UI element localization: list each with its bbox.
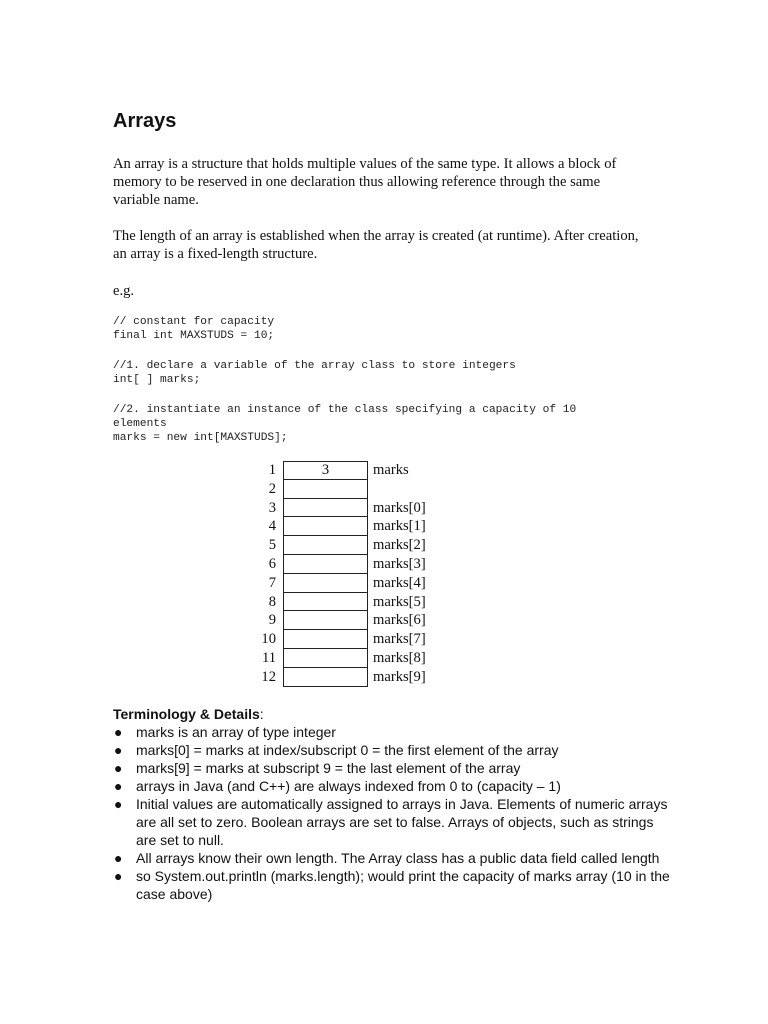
diagram-row-number: 1 [268,462,276,478]
diagram-cell-label: marks[6] [373,612,426,629]
diagram-memory-cell [283,649,368,668]
diagram-cell-label: marks[0] [373,499,426,516]
diagram-cell-label: marks[4] [373,574,426,591]
diagram-row-number: 8 [268,593,276,610]
terminology-heading-text: Terminology & Details [113,706,260,722]
diagram-row-number: 3 [268,499,276,516]
diagram-cell-label: marks[5] [373,593,426,610]
diagram-memory-cell [283,593,368,612]
code-block-constant: // constant for capacity final int MAXSTUDS = 10; [113,316,275,342]
diagram-cell-label: marks[9] [373,668,426,685]
diagram-row-number: 11 [261,650,276,666]
terminology-list-item [113,867,673,903]
terminology-heading-colon: : [259,706,264,722]
diagram-row-number: 4 [268,518,276,535]
terminology-item-text: marks is an array of type integer [136,724,336,740]
terminology-list-item [113,849,673,867]
terminology-item-text: Initial values are automatically assigned to arrays in Java. Elements of numeric arrays are all set to zero. Boolean arrays are set to false. Arrays of objects, such as strings are set to null. [136,796,668,848]
bullet-icon: ● [114,760,123,776]
diagram-row-number: 7 [268,574,276,591]
diagram-memory-cell [283,574,368,593]
terminology-list-item [113,795,673,849]
array-memory-diagram [250,461,450,691]
diagram-row-number: 2 [268,480,276,497]
terminology-heading [113,705,673,723]
bullet-icon: ● [114,724,123,740]
diagram-row-number: 5 [268,537,276,554]
bullet-icon: ● [114,868,123,884]
terminology-item-text: marks[0] = marks at index/subscript 0 = the first element of the array [136,742,559,758]
bullet-icon: ● [114,778,123,794]
diagram-memory-cell [283,536,368,555]
diagram-memory-cell [283,555,368,574]
length-paragraph: The length of an array is established when the array is created (at runtime). After creation, an array is a fixed-length structure. [113,228,639,262]
diagram-memory-cell [283,517,368,536]
terminology-item-text: so System.out.println (marks.length); would print the capacity of marks array (10 in the case above) [136,868,670,902]
diagram-cell-label: marks[7] [373,631,426,648]
diagram-memory-cell [283,480,368,499]
terminology-section [113,705,673,903]
diagram-memory-cell [283,499,368,518]
diagram-cell-label: marks[8] [373,650,426,666]
terminology-item-text: marks[9] = marks at subscript 9 = the last element of the array [136,760,521,776]
diagram-cell-label: marks[3] [373,556,426,572]
terminology-list-item [113,777,673,795]
diagram-cell-label: marks[1] [373,518,426,535]
terminology-list-item [113,741,673,759]
terminology-list-item [113,759,673,777]
diagram-memory-cell [283,611,368,630]
intro-paragraph: An array is a structure that holds multiple values of the same type. It allows a block of memory to be reserved in one declaration thus allowing reference through the same variable name. [113,156,617,208]
bullet-icon: ● [114,796,123,812]
bullet-icon: ● [114,850,123,866]
example-label: e.g. [113,283,135,299]
page-title: Arrays [113,110,177,132]
diagram-memory-cell [283,630,368,649]
bullet-icon: ● [114,742,123,758]
diagram-row-number: 10 [261,631,276,648]
diagram-row-number: 12 [261,668,276,685]
terminology-list-item [113,723,673,741]
diagram-cell-label: marks[2] [373,537,426,554]
diagram-row-number: 6 [268,556,276,572]
diagram-cell-label: marks [373,462,409,478]
diagram-memory-cell [283,668,368,687]
diagram-memory-cell: 3 [283,461,368,480]
terminology-list [113,723,673,903]
diagram-row-number: 9 [268,612,276,629]
terminology-item-text: All arrays know their own length. The Array class has a public data field called length [136,850,660,866]
terminology-item-text: arrays in Java (and C++) are always indexed from 0 to (capacity – 1) [136,778,561,794]
code-block-declare: //1. declare a variable of the array class to store integers int[ ] marks; [113,360,516,386]
code-block-instantiate: //2. instantiate an instance of the class specifying a capacity of 10 elements marks = new int[MAXSTUDS]; [113,404,577,444]
